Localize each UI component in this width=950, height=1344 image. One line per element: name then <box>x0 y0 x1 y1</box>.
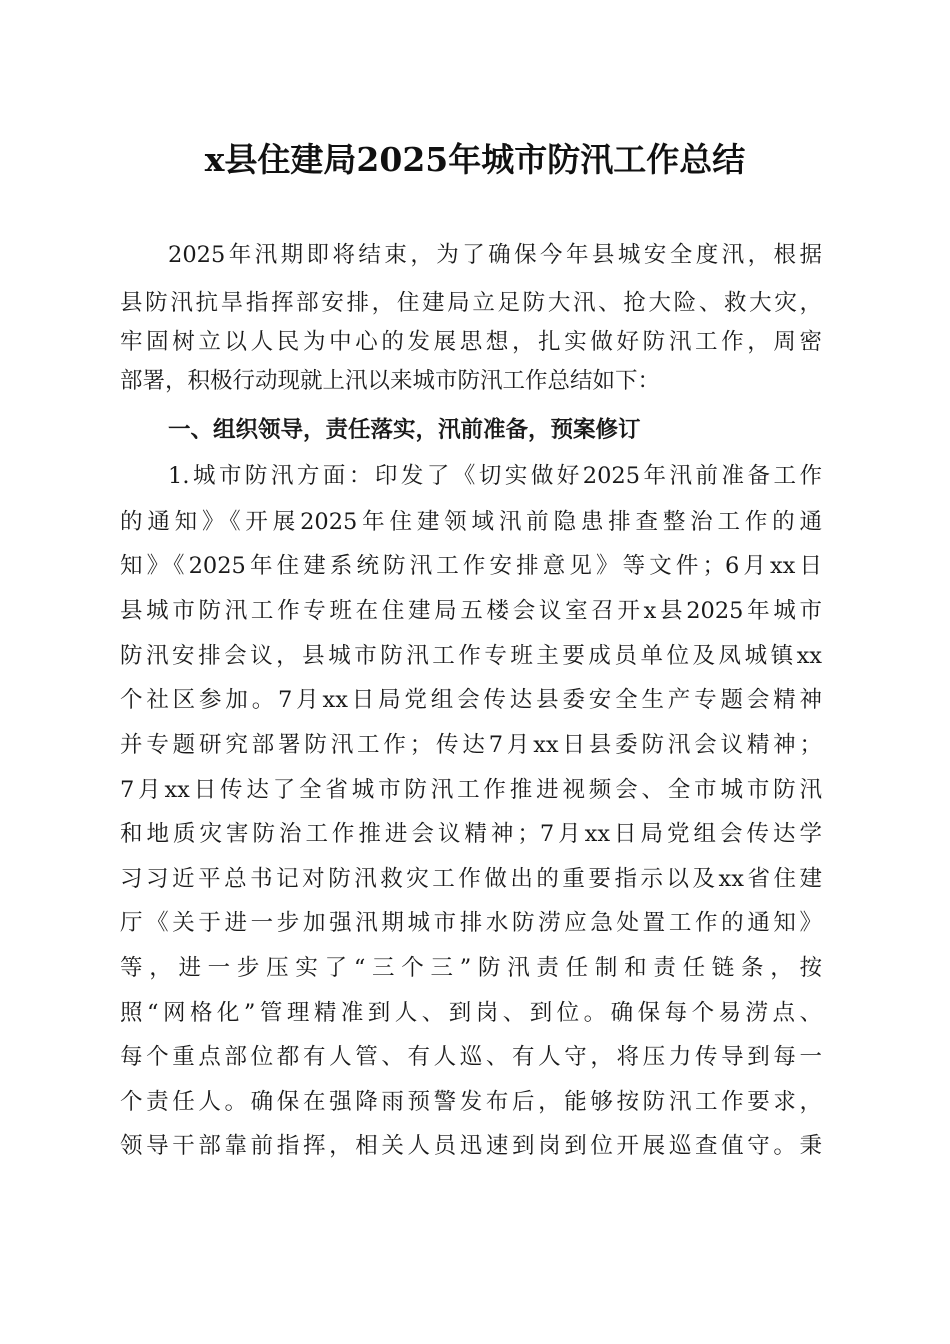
paragraph-line: 并专题研究部署防汛工作；传达7月xx日县委防汛会议精神； <box>120 732 822 758</box>
paragraph-line: 知》《2025年住建系统防汛工作安排意见》等文件；6月xx日 <box>120 553 822 579</box>
section-heading: 一、组织领导，责任落实，汛前准备，预案修订 <box>168 417 641 443</box>
paragraph-line: 县防汛抗旱指挥部安排，住建局立足防大汛、抢大险、救大灾， <box>120 290 822 316</box>
paragraph-line: 县城市防汛工作专班在住建局五楼会议室召开x县2025年城市 <box>120 598 822 624</box>
paragraph-line: 个责任人。确保在强降雨预警发布后，能够按防汛工作要求， <box>120 1089 822 1115</box>
paragraph-line: 牢固树立以人民为中心的发展思想，扎实做好防汛工作，周密 <box>120 329 822 355</box>
paragraph-line: 个社区参加。7月xx日局党组会传达县委安全生产专题会精神 <box>120 687 822 713</box>
paragraph-line: 领导干部靠前指挥，相关人员迅速到岗到位开展巡查值守。秉 <box>120 1133 822 1159</box>
paragraph-line: 7月xx日传达了全省城市防汛工作推进视频会、全市城市防汛 <box>120 777 822 803</box>
paragraph-line: 的通知》《开展2025年住建领域汛前隐患排查整治工作的通 <box>120 509 822 535</box>
paragraph-line: 和地质灾害防治工作推进会议精神；7月xx日局党组会传达学 <box>120 821 822 847</box>
paragraph-line: 习习近平总书记对防汛救灾工作做出的重要指示以及xx省住建 <box>120 866 822 892</box>
paragraph-line: 部署，积极行动现就上汛以来城市防汛工作总结如下： <box>120 368 661 394</box>
paragraph-line: 等，进一步压实了“三个三”防汛责任制和责任链条，按 <box>120 955 822 981</box>
paragraph-line: 照“网格化”管理精准到人、到岗、到位。确保每个易涝点、 <box>120 1000 822 1026</box>
paragraph-line: 防汛安排会议，县城市防汛工作专班主要成员单位及凤城镇xx <box>120 643 822 669</box>
paragraph-line: 每个重点部位都有人管、有人巡、有人守，将压力传导到每一 <box>120 1044 822 1070</box>
document-title: x县住建局2025年城市防汛工作总结 <box>204 140 746 179</box>
paragraph-line: 1.城市防汛方面：印发了《切实做好2025年汛前准备工作 <box>168 463 822 489</box>
paragraph-line: 厅《关于进一步加强汛期城市排水防涝应急处置工作的通知》 <box>120 910 822 936</box>
paragraph-line: 2025年汛期即将结束，为了确保今年县城安全度汛，根据 <box>168 242 822 268</box>
